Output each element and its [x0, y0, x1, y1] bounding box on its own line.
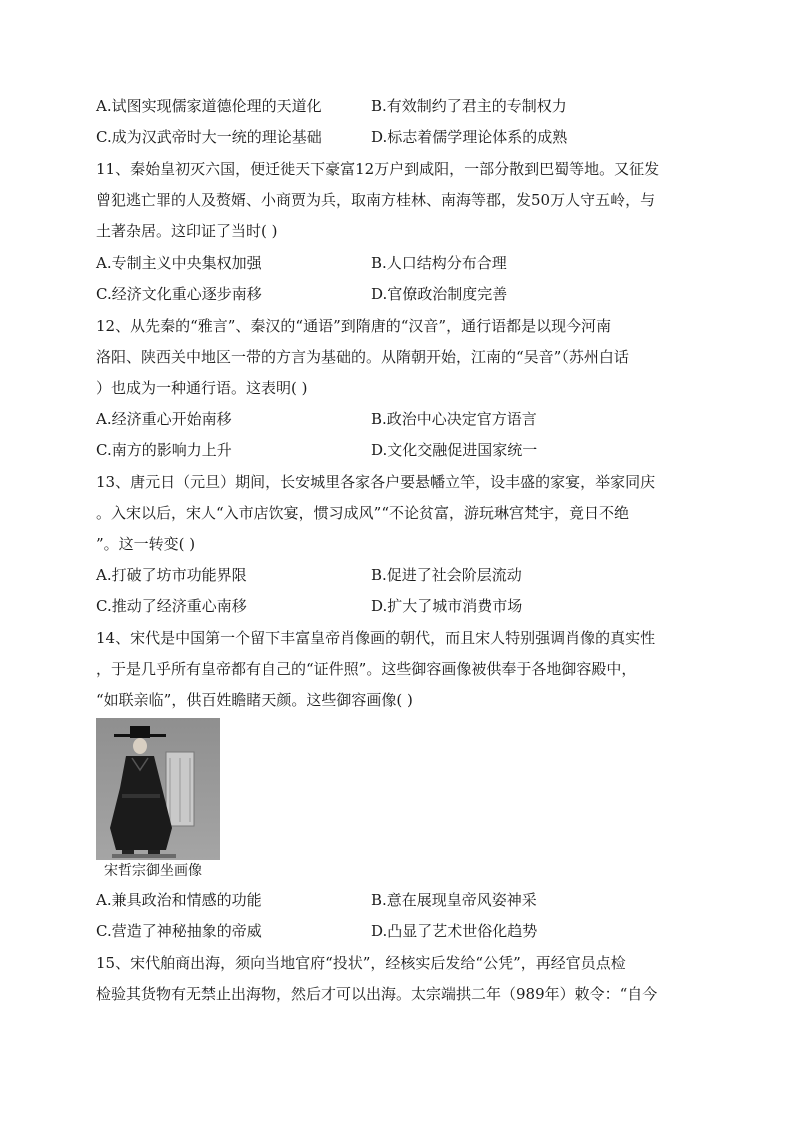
q12-option-b: B.政治中心决定官方语言	[371, 410, 537, 428]
q11-option-a: A.专制主义中央集权加强	[96, 254, 262, 272]
q12-stem-line-3: ）也成为一种通行语。这表明( )	[96, 379, 308, 397]
q14-option-c: C.营造了神秘抽象的帝威	[96, 922, 262, 940]
q11-option-b: B.人口结构分布合理	[371, 254, 507, 272]
q12-stem-line-1: 12、从先秦的“雅言”、秦汉的“通语”到隋唐的“汉音”，通行语都是以现今河南	[96, 317, 612, 335]
q10-option-c: C.成为汉武帝时大一统的理论基础	[96, 128, 322, 146]
q11-stem-line-2: 曾犯逃亡罪的人及赘婿、小商贾为兵，取南方桂林、南海等郡，发50万人守五岭，与	[96, 191, 656, 209]
q14-stem-line-1: 14、宋代是中国第一个留下丰富皇帝肖像画的朝代，而且宋人特别强调肖像的真实性	[96, 629, 656, 647]
q13-option-d: D.扩大了城市消费市场	[371, 597, 523, 615]
q14-stem-line-2: ，于是几乎所有皇帝都有自己的“证件照”。这些御容画像被供奉于各地御容殿中，	[96, 660, 637, 678]
q12-stem-line-2: 洛阳、陕西关中地区一带的方言为基础的。从隋朝开始，江南的“吴音”（苏州白话	[96, 348, 629, 366]
emperor-portrait-image	[96, 718, 220, 860]
q15-stem-line-1: 15、宋代舶商出海，须向当地官府“投状”，经核实后发给“公凭”，再经官员点检	[96, 954, 626, 972]
q10-option-a: A.试图实现儒家道德伦理的天道化	[96, 97, 322, 115]
q12-option-d: D.文化交融促进国家统一	[371, 441, 538, 459]
q14-option-d: D.凸显了艺术世俗化趋势	[371, 922, 538, 940]
q15-stem-line-2: 检验其货物有无禁止出海物，然后才可以出海。太宗端拱二年（989年）敕令：“自今	[96, 985, 658, 1003]
q13-stem-line-3: ”。这一转变( )	[96, 535, 196, 553]
portrait-caption: 宋哲宗御坐画像	[104, 863, 202, 879]
q13-option-a: A.打破了坊市功能界限	[96, 566, 247, 584]
q12-option-c: C.南方的影响力上升	[96, 441, 232, 459]
q11-stem-line-3: 土著杂居。这印证了当时( )	[96, 222, 278, 240]
q14-option-a: A.兼具政治和情感的功能	[96, 891, 262, 909]
q13-option-b: B.促进了社会阶层流动	[371, 566, 522, 584]
q11-stem-line-1: 11、秦始皇初灭六国，便迁徙天下豪富12万户到咸阳，一部分散到巴蜀等地。又征发	[96, 160, 660, 178]
q13-option-c: C.推动了经济重心南移	[96, 597, 247, 615]
emperor-portrait-illustration	[96, 718, 220, 860]
q10-option-b: B.有效制约了君主的专制权力	[371, 97, 567, 115]
q12-option-a: A.经济重心开始南移	[96, 410, 232, 428]
q11-option-d: D.官僚政治制度完善	[371, 285, 508, 303]
q11-option-c: C.经济文化重心逐步南移	[96, 285, 262, 303]
q13-stem-line-2: 。入宋以后，宋人“入市店饮宴，惯习成风”“不论贫富，游玩琳宫梵宇，竟日不绝	[96, 504, 630, 522]
q14-option-b: B.意在展现皇帝风姿神采	[371, 891, 537, 909]
q14-stem-line-3: “如联亲临”，供百姓瞻睹天颜。这些御容画像( )	[96, 691, 413, 709]
q10-option-d: D.标志着儒学理论体系的成熟	[371, 128, 568, 146]
q13-stem-line-1: 13、唐元日（元旦）期间，长安城里各家各户要悬幡立竿，设丰盛的家宴，举家同庆	[96, 473, 656, 491]
